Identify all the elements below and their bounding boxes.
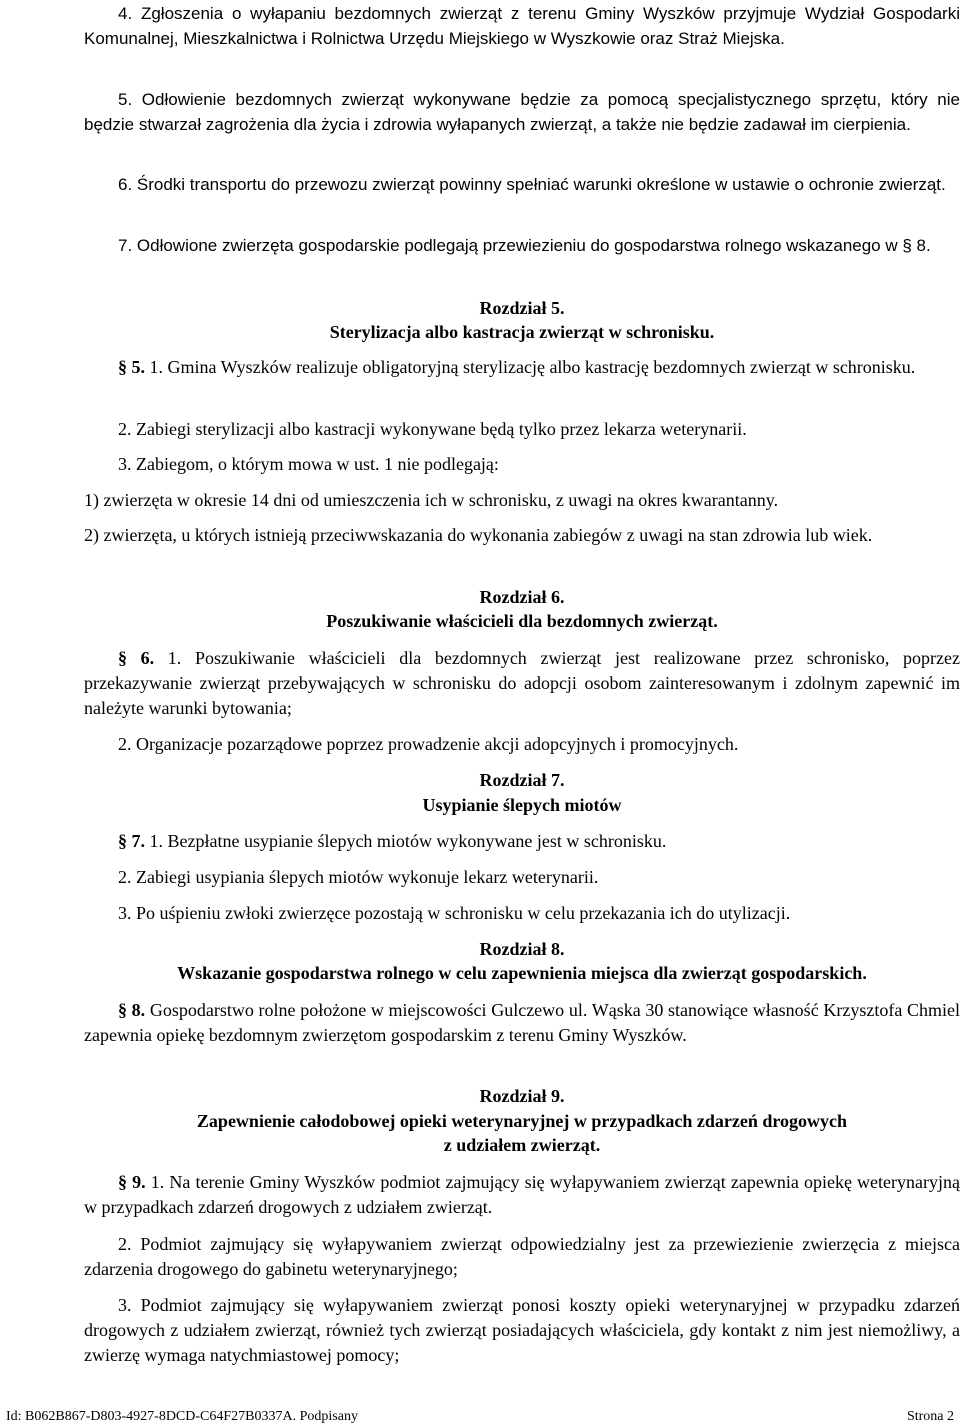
section-7-paragraph-1 xyxy=(84,829,960,854)
section-7-paragraph-1-text: 1. Bezpłatne usypianie ślepych miotów wykonywane jest w schronisku. xyxy=(145,831,667,851)
chapter-7-number: Rozdział 7. xyxy=(479,770,565,790)
section-6-paragraph-1-text: 1. Poszukiwanie właścicieli dla bezdomnych zwierząt jest realizowane przez schronisko, poprzez przekazywanie zwierząt przebywających w schronisku do adopcji osobom zainteresowanym i zdolnym zapewnić im należyte warunki bytowania; xyxy=(84,648,960,718)
page-number: Strona 2 xyxy=(906,1409,954,1424)
chapter-8-number: Rozdział 8. xyxy=(479,939,565,959)
section-6-paragraph-2: 2. Organizacje pozarządowe poprzez prowadzenie akcji adopcyjnych i promocyjnych. xyxy=(118,734,739,754)
section-9-paragraph-1 xyxy=(84,1170,960,1220)
section-9-paragraph-1-text: 1. Na terenie Gminy Wyszków podmiot zajmujący się wyłapywaniem zwierząt zapewnia opiekę weterynaryjną w przypadkach zdarzeń drogowych z udziałem zwierząt. xyxy=(84,1172,960,1217)
chapter-9-title-line-1: Zapewnienie całodobowej opieki weterynaryjnej w przypadkach zdarzeń drogowych xyxy=(196,1111,848,1131)
section-7-paragraph-2: 2. Zabiegi usypiania ślepych miotów wykonuje lekarz weterynarii. xyxy=(118,867,599,887)
chapter-7-title: Usypianie ślepych miotów xyxy=(422,795,622,815)
section-8-paragraph-1-text: Gospodarstwo rolne położone w miejscowości Gulczewo ul. Wąska 30 stanowiące własność Krzysztofa Chmiel zapewnia opiekę bezdomnym zwierzętom gospodarskim z terenu Gminy Wyszków. xyxy=(84,1000,960,1045)
section-6-paragraph-1 xyxy=(84,646,960,721)
section-7-paragraph-3: 3. Po uśpieniu zwłoki zwierzęce pozostają w schronisku w celu przekazania ich do utylizacji. xyxy=(118,903,791,923)
chapter-5-title: Sterylizacja albo kastracja zwierząt w schronisku. xyxy=(329,322,715,342)
chapter-9-title-line-2: z udziałem zwierząt. xyxy=(443,1135,601,1155)
section-8-paragraph-1 xyxy=(84,998,960,1048)
chapter-6-number: Rozdział 6. xyxy=(479,587,565,607)
section-5-paragraph-3: 3. Zabiegom, o którym mowa w ust. 1 nie podlegają: xyxy=(118,454,499,474)
page-footer xyxy=(6,1408,954,1426)
section-7-number: § 7. xyxy=(118,831,145,851)
chapter-6-title: Poszukiwanie właścicieli dla bezdomnych zwierząt. xyxy=(326,611,718,631)
chapter-5-number: Rozdział 5. xyxy=(479,298,565,318)
section-5-paragraph-1 xyxy=(84,355,960,380)
section-5-paragraph-2: 2. Zabiegi sterylizacji albo kastracji wykonywane będą tylko przez lekarza weterynarii. xyxy=(118,419,747,439)
paragraph-6: 6. Środki transportu do przewozu zwierząt powinny spełniać warunki określone w ustawie o ochronie zwierząt. xyxy=(118,175,946,194)
section-5-paragraph-1-text: 1. Gmina Wyszków realizuje obligatoryjną sterylizację albo kastrację bezdomnych zwierząt w schronisku. xyxy=(145,357,916,377)
section-8-number: § 8. xyxy=(118,1000,146,1020)
section-9-number: § 9. xyxy=(118,1172,146,1192)
section-5-number: § 5. xyxy=(118,357,145,377)
paragraph-5: 5. Odłowienie bezdomnych zwierząt wykonywane będzie za pomocą specjalistycznego sprzętu, który nie będzie stwarzał zagrożenia dla życia i zdrowia wyłapanych zwierząt, a także nie będzie zadawał im cierpienia. xyxy=(84,90,960,134)
section-6-number: § 6. xyxy=(118,648,155,668)
paragraph-4: 4. Zgłoszenia o wyłapaniu bezdomnych zwierząt z terenu Gminy Wyszków przyjmuje Wydział Gospodarki Komunalnej, Mieszkalnictwa i Rolnictwa Urzędu Miejskiego w Wyszkowie oraz Straż Miejska. xyxy=(84,4,960,48)
section-5-list-item-1: 1) zwierzęta w okresie 14 dni od umieszczenia ich w schronisku, z uwagi na okres kwarantanny. xyxy=(84,490,779,510)
chapter-9-number: Rozdział 9. xyxy=(479,1086,565,1106)
section-9-paragraph-2: 2. Podmiot zajmujący się wyłapywaniem zwierząt odpowiedzialny jest za przewiezienie zwierzęcia z miejsca zdarzenia drogowego do gabinetu weterynaryjnego; xyxy=(84,1234,960,1279)
chapter-8-title: Wskazanie gospodarstwa rolnego w celu zapewnienia miejsca dla zwierząt gospodarskich. xyxy=(177,963,867,983)
document-id: Id: B062B867-D803-4927-8DCD-C64F27B0337A. Podpisany xyxy=(6,1409,358,1424)
paragraph-7: 7. Odłowione zwierzęta gospodarskie podlegają przewiezieniu do gospodarstwa rolnego wskazanego w § 8. xyxy=(118,236,931,255)
section-5-list-item-2: 2) zwierzęta, u których istnieją przeciwwskazania do wykonania zabiegów z uwagi na stan zdrowia lub wiek. xyxy=(84,525,873,545)
section-9-paragraph-3: 3. Podmiot zajmujący się wyłapywaniem zwierząt ponosi koszty opieki weterynaryjnej w przypadku zdarzeń drogowych z udziałem zwierząt, również tych zwierząt posiadających właściciela, gdy kontakt z nim jest niemożliwy, a zwierzę wymaga natychmiastowej pomocy; xyxy=(84,1295,960,1365)
